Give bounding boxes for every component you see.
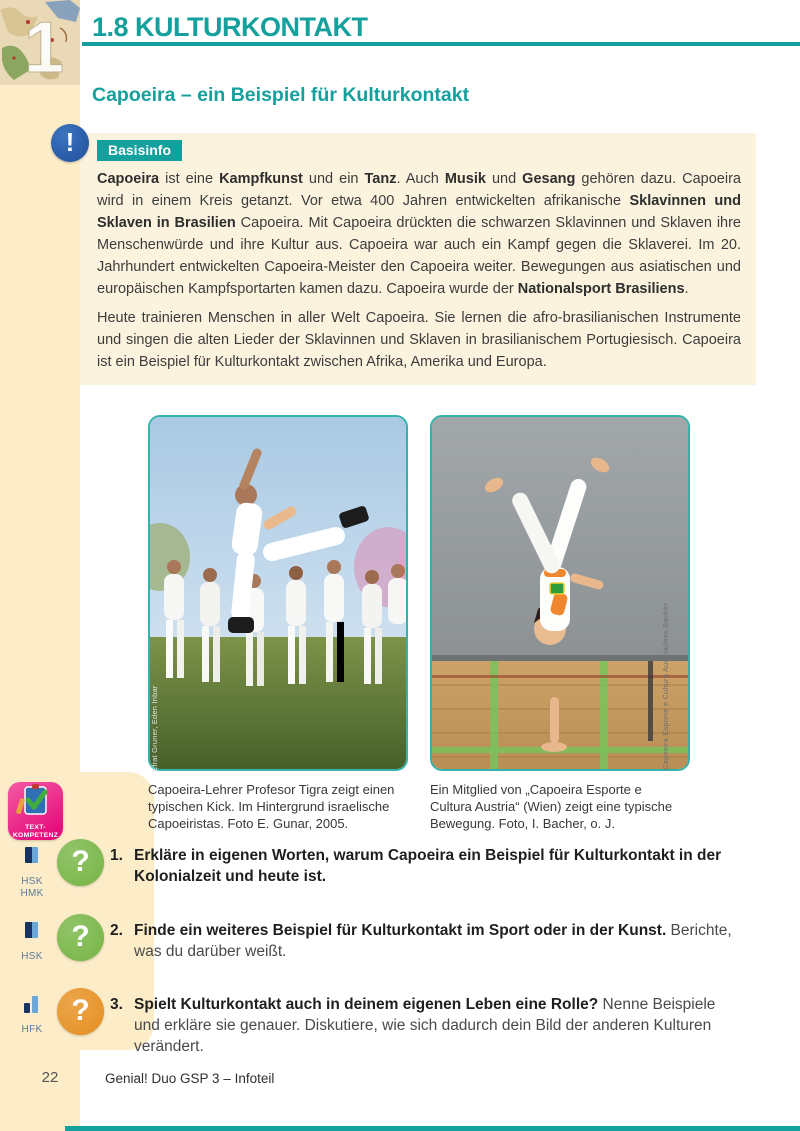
caption-left: Capoeira-Lehrer Profesor Tigra zeigt einen typischen Kick. Im Hintergrund israelische Capoeiristas. Foto E. Gunar, 2005.	[148, 782, 395, 831]
hsk-tag-icon	[25, 922, 38, 938]
unit-map-thumbnail	[0, 0, 80, 85]
photo-credit-left: Efrat Gruner, Eden Inbar	[150, 685, 159, 772]
old-world-map-icon	[0, 0, 80, 85]
question-mark-icon-3: ?	[57, 988, 104, 1035]
question-mark-icon-1: ?	[57, 839, 104, 886]
basisinfo-label: Basisinfo	[97, 140, 182, 161]
book-title: Genial! Duo GSP 3 – Infoteil	[105, 1071, 275, 1086]
page-number: 22	[41, 1069, 59, 1086]
svg-text:1: 1	[23, 8, 65, 85]
capoeira-kick-photo-illustration	[150, 417, 406, 769]
exclamation-icon: !	[51, 124, 89, 162]
photo-capoeira-handstand	[430, 415, 690, 771]
tag-label-hsk: HSK	[21, 951, 43, 962]
clipboard-check-icon	[8, 782, 63, 818]
basisinfo-paragraph-1: Capoeira ist eine Kampfkunst und ein Tanz. Auch Musik und Gesang gehören dazu. Capoeira wird in einem Kreis getanzt. Vor etwa 400 Jahren entwickelten afrikanische Sklavinnen und Sklaven in Brasilien Capoeira. Mit Capoeira drückten die schwarzen Sklavinnen und Sklaven ihre Menschenwürde und ihre Kultur aus. Capoeira war auch ein Kampf gegen die Sklaverei. Im 20. Jahrhundert entwickelten Capoeira-Meister den Capoeira weiter. Bewegungen aus asiatischen und europäischen Kampfsportarten kamen dazu. Capoeira wurde der Nationalsport Brasiliens.	[97, 171, 741, 297]
basisinfo-paragraph-2: Heute trainieren Menschen in aller Welt Capoeira. Sie lernen die afro-brasilianischen Instrumente und singen die alten Lieder der Sklavinnen und Sklaven in brasilianischem Portugiesisch. Capoeira ist ein Beispiel für Kulturkontakt zwischen Afrika, Amerika und Europa.	[97, 310, 741, 370]
photo-capoeira-kick	[148, 415, 408, 771]
tag-label-hfk: HFK	[21, 1024, 43, 1035]
text-kompetenz-badge	[8, 782, 63, 840]
header-rule	[82, 42, 800, 46]
question-mark-icon-2: ?	[57, 914, 104, 961]
hsk-tag-icon	[25, 847, 38, 863]
basisinfo-text	[97, 168, 741, 373]
badge-text: TEXT- KOMPETENZ	[12, 824, 59, 840]
question-2: 2. Finde ein weiteres Beispiel für Kulturkontakt im Sport oder in der Kunst. Berichte, was du darüber weißt.	[110, 922, 732, 960]
capoeira-handstand-photo-illustration	[432, 417, 688, 769]
photo-credit-right: Capoeira Esporte e Cultura Austria/Ines Bacher	[661, 602, 670, 770]
section-title: Capoeira – ein Beispiel für Kulturkontakt	[92, 84, 470, 106]
question-3: 3. Spielt Kulturkontakt auch in deinem eigenen Leben eine Rolle? Nenne Beispiele und erkläre sie genauer. Diskutiere, wie sich dadurch dein Bild der anderen Kulturen verändert.	[110, 996, 716, 1055]
caption-right: Ein Mitglied von „Capoeira Esporte e Cultura Austria“ (Wien) zeigt eine typische Bewegung. Foto, I. Bacher, o. J.	[430, 782, 673, 831]
hfk-tag-icon	[24, 996, 39, 1013]
page-title: 1.8 KULTURKONTAKT	[92, 12, 368, 42]
footer-rule	[65, 1126, 800, 1131]
question-1: 1. Erkläre in eigenen Worten, warum Capoeira ein Beispiel für Kulturkontakt in der Kolonialzeit und heute ist.	[110, 847, 722, 885]
tag-label-hsk: HSK	[21, 876, 43, 887]
tag-label-hmk: HMK	[20, 888, 44, 899]
